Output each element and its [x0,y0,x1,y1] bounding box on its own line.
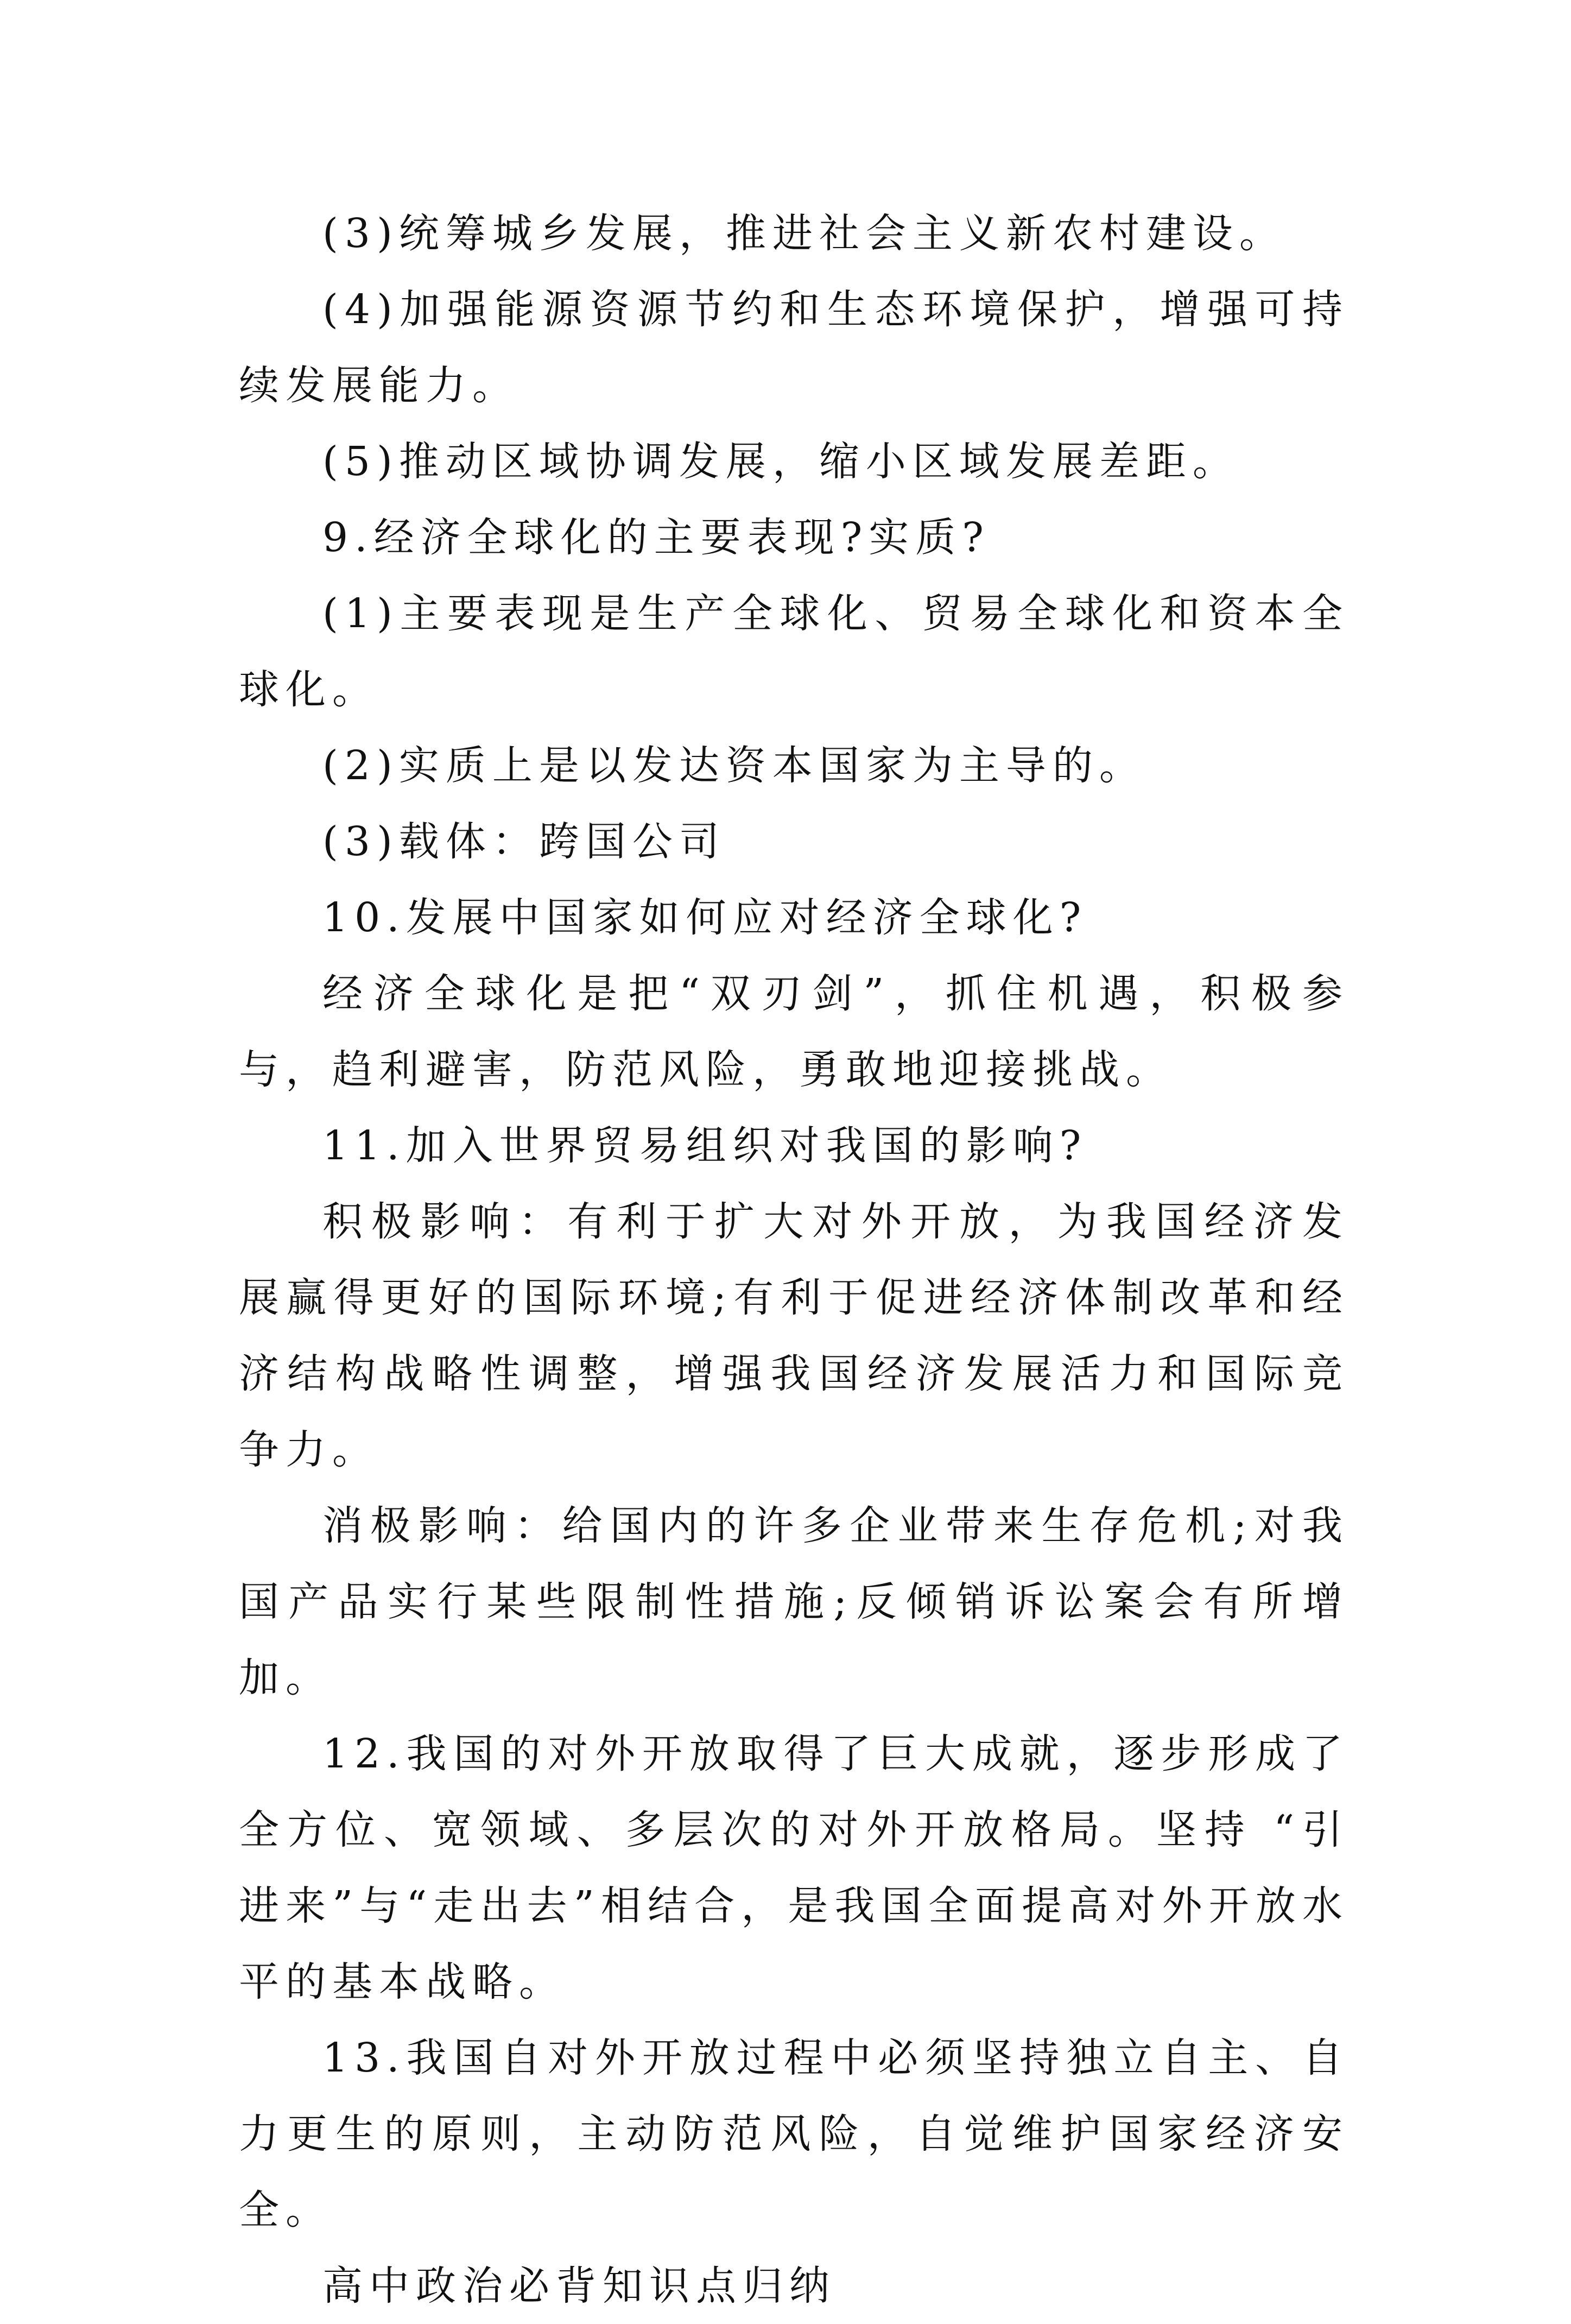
paragraph-11: 积极影响：有利于扩大对外开放，为我国经济发展赢得更好的国际环境;有利于促进经济体制改革和经济结构战略性调整，增强我国经济发展活力和国际竞争力。 [239,1198,1349,1473]
paragraph-14: 13.我国自对外开放过程中必须坚持独立自主、自力更生的原则，主动防范风险，自觉维护国家经济安全。 [239,2035,1349,2233]
document-body [239,195,1349,2324]
paragraph-10: 11.加入世界贸易组织对我国的影响? [322,1122,1088,1169]
paragraph-9: 经济全球化是把“双刃剑”，抓住机遇，积极参与，趋利避害，防范风险，勇敢地迎接挑战。 [239,970,1349,1093]
paragraph-8: 10.发展中国家如何应对经济全球化? [322,894,1088,941]
paragraph-13: 12.我国的对外开放取得了巨大成就，逐步形成了全方位、宽领域、多层次的对外开放格局。坚持 “引进来”与“走出去”相结合，是我国全面提高对外开放水平的基本战略。 [239,1731,1349,2005]
paragraph-4: 9.经济全球化的主要表现?实质? [322,514,990,561]
paragraph-12: 消极影响：给国内的许多企业带来生存危机;对我国产品实行某些限制性措施;反倾销诉讼案会有所增加。 [239,1502,1349,1701]
paragraph-7: (3)载体：跨国公司 [322,818,726,865]
paragraph-15: 高中政治必背知识点归纳 [322,2263,836,2309]
paragraph-6: (2)实质上是以发达资本国家为主导的。 [322,742,1146,789]
paragraph-3: (5)推动区域协调发展，缩小区域发展差距。 [322,438,1239,485]
paragraph-5: (1)主要表现是生产全球化、贸易全球化和资本全球化。 [239,590,1349,713]
paragraph-1: (3)统筹城乡发展，推进社会主义新农村建设。 [322,210,1286,257]
paragraph-2: (4)加强能源资源节约和生态环境保护，增强可持续发展能力。 [239,286,1349,409]
